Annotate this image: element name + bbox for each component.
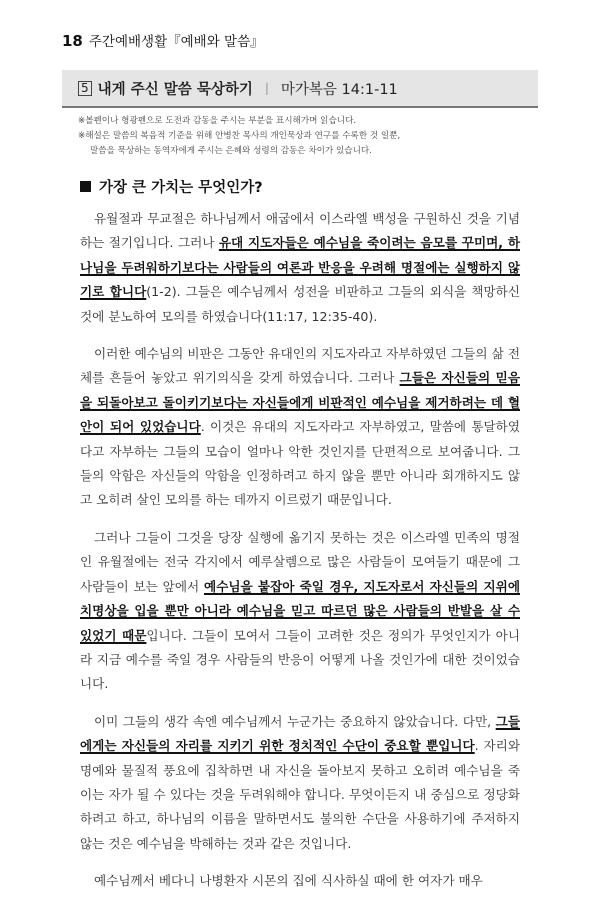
book-title: 주간예배생활『예배와 말씀』 xyxy=(88,34,264,50)
text-run: 이러한 예수님의 비판은 그동안 유대인의 지도자라고 자부하였던 그들의 삶 전체를 흔들어 놓았고 위기의식을 갖게 하였습니다. 그러나 xyxy=(80,346,520,386)
paragraph xyxy=(80,207,520,329)
note-line: 말씀을 묵상하는 동역자에게 주시는 은혜와 성령의 감동은 차이가 있습니다. xyxy=(90,146,372,156)
paragraph xyxy=(80,526,520,697)
reading-notes xyxy=(78,114,523,159)
underlined-emphasis: 유대 지도자들은 예수님을 죽이려는 음모를 꾸미며, 하나님을 두려워하기보다는 사람들의 여론과 반응을 우려해 명절에는 실행하지 않기로 합니다 xyxy=(80,235,521,300)
title-separator: | xyxy=(264,81,269,95)
paragraph xyxy=(80,342,520,513)
text-run: . 이것은 유대의 지도자라고 자부하였고, 말씀에 통달하였다고 자부하는 그들의 모습이 얼마나 악한 것인지를 단편적으로 보여줍니다. 그들의 악함은 자신들의 악함을 인정하려고 하지 않을 뿐만 아니라 회개하지도 않고 오히려 살인 모의를 하는 데까지 이르렀기 때문입니다. xyxy=(80,419,520,508)
underlined-emphasis: 그들은 자신들의 믿음을 되돌아보고 돌이키기보다는 자신들에게 비판적인 예수님을 제거하려는 데 혈안이 되어 있었습니다 xyxy=(80,370,520,435)
body-text xyxy=(80,207,520,907)
text-run: . 자리와 명예와 물질적 풍요에 집착하면 내 자신을 돌아보지 못하고 오히려 예수님을 죽이는 자가 될 수 있다는 것을 두려워해야 합니다. 무엇이든지 내 중심으로 정당화하려고 하고, 하나님의 이름을 말하면서도 불의한 수단을 사용하기에 주저하지 않는 것은 예수님을 박해하는 것과 같은 것입니다. xyxy=(80,738,520,851)
underlined-emphasis: 그들에게는 자신들의 자리를 지키기 위한 정치적인 수단이 중요할 뿐입니다 xyxy=(80,713,520,754)
section-title-bar xyxy=(62,70,538,108)
note-line: ※볼펜이나 형광펜으로 도전과 감동을 주시는 부분을 표시해가며 읽습니다. xyxy=(78,116,357,126)
text-run: 이미 그들의 생각 속엔 예수님께서 누군가는 중요하지 않았습니다. 다만, xyxy=(94,713,496,729)
text-run: 유월절과 무교절은 하나님께서 애굽에서 이스라엘 백성을 구원하신 것을 기념하는 절기입니다. 그러나 xyxy=(80,211,520,251)
running-header xyxy=(62,30,264,50)
text-run: 그러나 그들이 그것을 당장 실행에 옮기지 못하는 것은 이스라엘 민족의 명절인 유월절에는 전국 각지에서 예루살렘으로 많은 사람들이 모여들기 때문에 그 사람들이 보는 앞에서 xyxy=(80,529,520,594)
text-run: (1-2). 그들은 예수님께서 성전을 비판하고 그들의 외식을 책망하신 것에 분노하여 모의를 하였습니다(11:17, 12:35-40). xyxy=(80,284,521,324)
section-heading-text: 가장 큰 가치는 무엇인가? xyxy=(99,180,263,196)
paragraph xyxy=(80,710,520,856)
page-number: 18 xyxy=(62,32,83,50)
text-run: 입니다. 그들이 모여서 그들이 고려한 것은 정의가 무엇인지가 아니라 지금 예수를 죽일 경우 사람들의 반응이 어떻게 나올 것인가에 대한 것이었습니다. xyxy=(80,627,520,692)
square-bullet-icon xyxy=(80,181,91,192)
note-line: ※해설은 말씀의 복음적 기준을 위해 안병찬 목사의 개인묵상과 연구를 수록한 것 일뿐, xyxy=(78,131,401,141)
paragraph xyxy=(80,869,520,893)
meditation-title: 내게 주신 말씀 묵상하기 xyxy=(97,81,253,98)
step-number: 5 xyxy=(78,81,92,96)
scripture-reference: 마가복음 14:1-11 xyxy=(280,81,398,98)
text-run: 예수님께서 베다니 나병환자 시몬의 집에 식사하실 때에 한 여자가 매우 xyxy=(94,873,483,889)
underlined-emphasis: 예수님을 붙잡아 죽일 경우, 지도자로서 자신들의 지위에 치명상을 입을 뿐만 아니라 예수님을 믿고 따르던 많은 사람들의 반발을 살 수 있었기 때문 xyxy=(80,578,520,643)
section-heading xyxy=(80,176,263,197)
